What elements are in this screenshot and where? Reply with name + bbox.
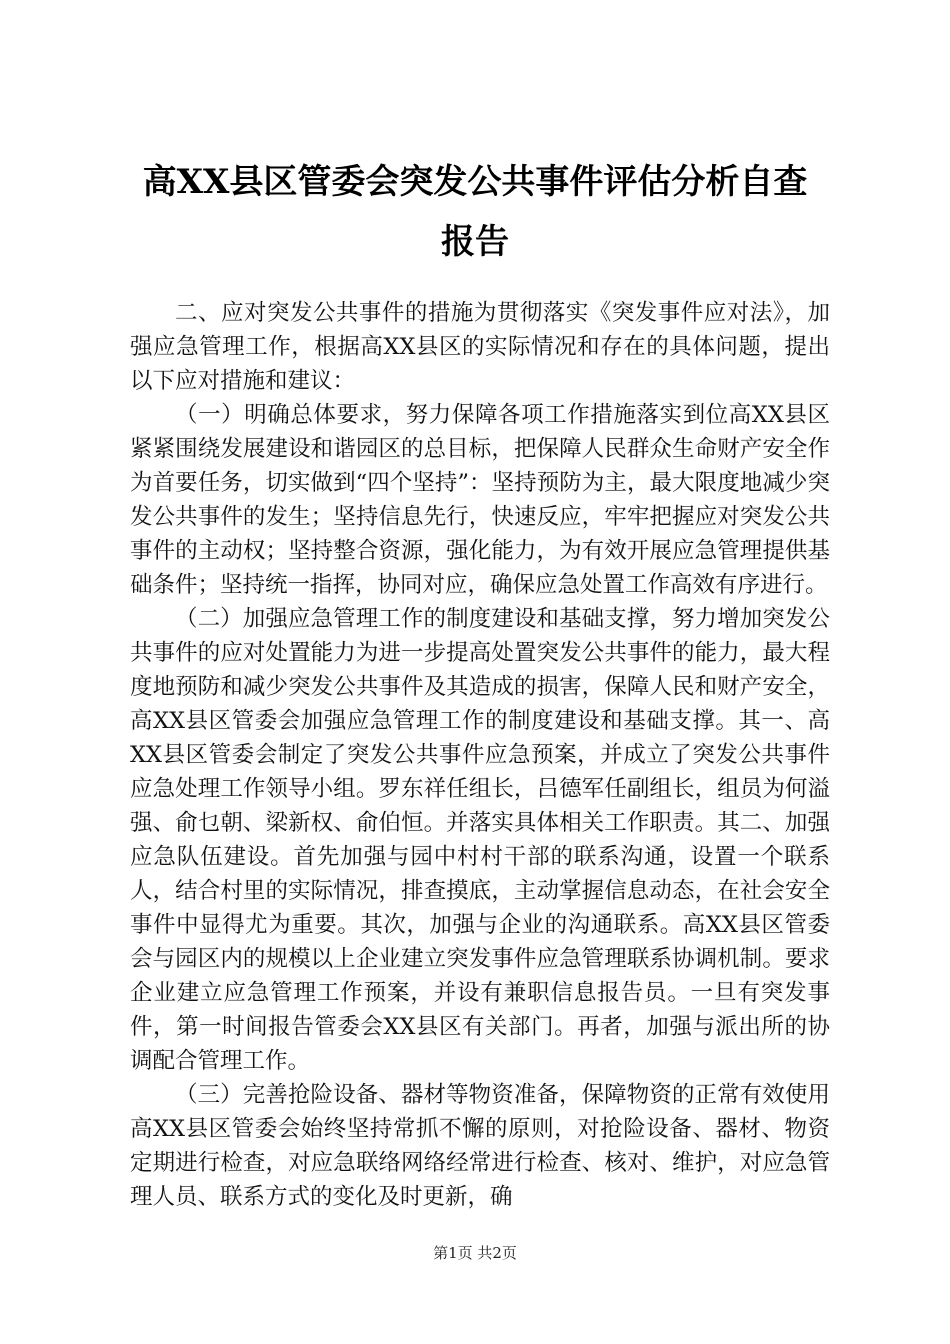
paragraph-section-2-intro: 二、应对突发公共事件的措施为贯彻落实《突发事件应对法》，加强应急管理工作，根据高XX县区的实际情况和存在的具体问题，提出以下应对措施和建议： [130, 300, 830, 394]
paragraph-item-2: （二）加强应急管理工作的制度建设和基础支撑，努力增加突发公共事件的应对处置能力为进一步提高处置突发公共事件的能力，最大程度地预防和减少突发公共事件及其造成的损害，保障人民和财产安全，高XX县区管委会加强应急管理工作的制度建设和基础支撑。其一、高XX县区管委会制定了突发公共事件应急预案，并成立了突发公共事件应急处理工作领导小组。罗东祥任组长，吕德军任副组长，组员为何溢强、俞乜朝、梁新权、俞伯恒。并落实具体相关工作职责。其二、加强应急队伍建设。首先加强与园中村村干部的联系沟通，设置一个联系人，结合村里的实际情况，排查摸底，主动掌握信息动态，在社会安全事件中显得尤为重要。其次，加强与企业的沟通联系。高XX县区管委会与园区内的规模以上企业建立突发事件应急管理联系协调机制。要求企业建立应急管理工作预案，并设有兼职信息报告员。一旦有突发事件，第一时间报告管委会XX县区有关部门。再者，加强与派出所的协调配合管理工作。 [130, 606, 830, 1074]
document-title-line-2: 报告 [441, 222, 509, 262]
paragraph-item-3: （三）完善抢险设备、器材等物资准备，保障物资的正常有效使用高XX县区管委会始终坚持常抓不懈的原则，对抢险设备、器材、物资定期进行检查，对应急联络网络经常进行检查、核对、维护，对应急管理人员、联系方式的变化及时更新，确 [130, 1082, 830, 1210]
document-title-line-1: 高XX县区管委会突发公共事件评估分析自查 [142, 162, 808, 202]
document-body [130, 296, 830, 1214]
page-number-footer: 第1页 共2页 [433, 1244, 517, 1262]
paragraph-item-1: （一）明确总体要求，努力保障各项工作措施落实到位高XX县区紧紧围绕发展建设和谐园区的总目标，把保障人民群众生命财产安全作为首要任务，切实做到“四个坚持”：坚持预防为主，最大限度地减少突发公共事件的发生；坚持信息先行，快速反应，牢牢把握应对突发公共事件的主动权；坚持整合资源，强化能力，为有效开展应急管理提供基础条件；坚持统一指挥，协同对应，确保应急处置工作高效有序进行。 [130, 402, 830, 598]
